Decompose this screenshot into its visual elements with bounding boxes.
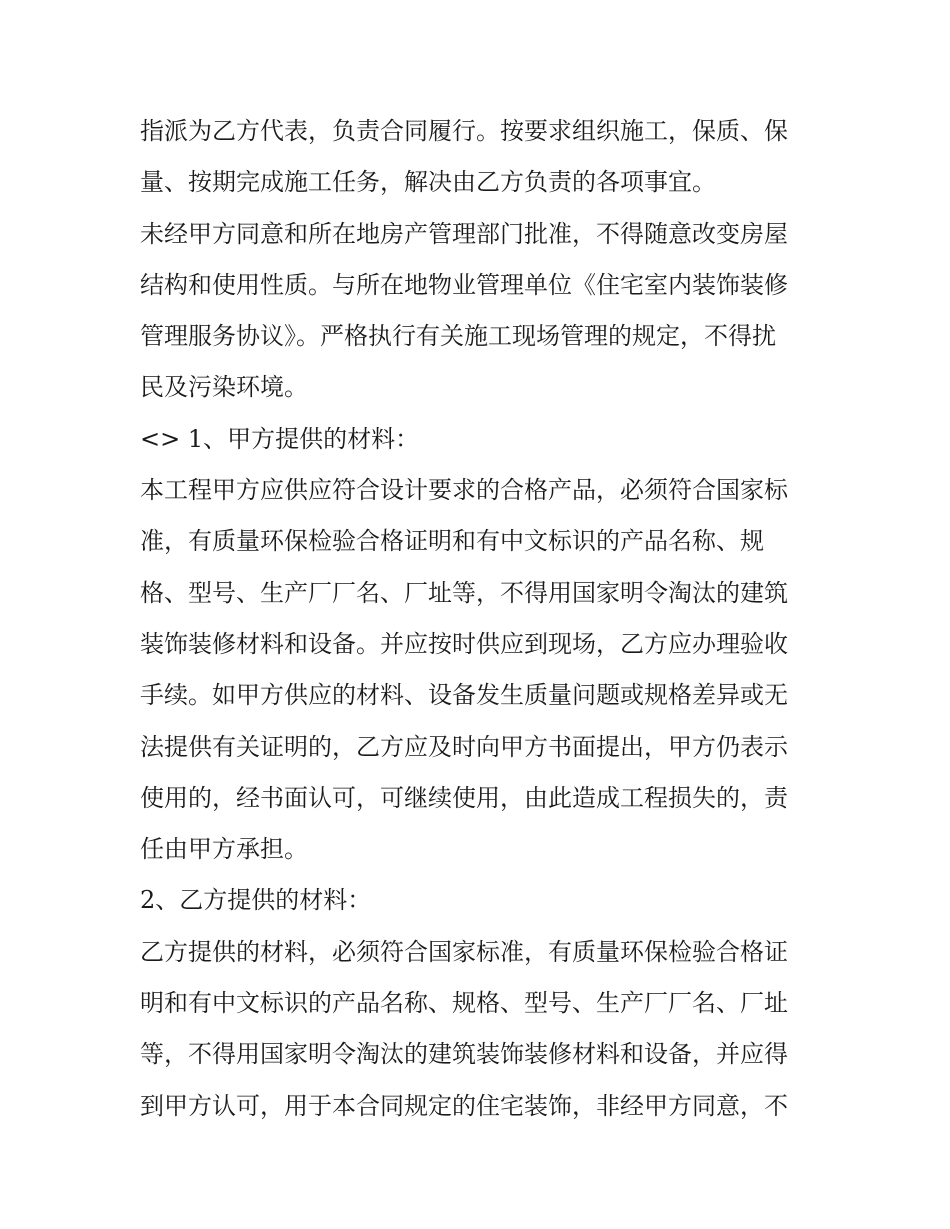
section-heading-2: 2、乙方提供的材料： — [140, 886, 372, 915]
document-body — [140, 106, 812, 1132]
text-line: 量、按期完成施工任务，解决由乙方负责的各项事宜。 — [140, 168, 716, 197]
text-line: 明和有中文标识的产品名称、规格、型号、生产厂厂名、厂址 — [140, 989, 788, 1018]
text-line: 管理服务协议》。严格执行有关施工现场管理的规定，不得扰 — [140, 322, 776, 351]
text-line: 民及污染环境。 — [140, 373, 308, 402]
section-heading-1: <> 1、甲方提供的材料： — [140, 424, 420, 453]
text-line: 任由甲方承担。 — [140, 835, 308, 864]
text-line: 本工程甲方应供应符合设计要求的合格产品，必须符合国家标 — [140, 476, 788, 505]
text-line: 结构和使用性质。与所在地物业管理单位《住宅室内装饰装修 — [140, 270, 788, 299]
text-line: 等，不得用国家明令淘汰的建筑装饰装修材料和设备，并应得 — [140, 1040, 788, 1069]
text-line: 格、型号、生产厂厂名、厂址等，不得用国家明令淘汰的建筑 — [140, 578, 788, 607]
text-line: 法提供有关证明的，乙方应及时向甲方书面提出，甲方仍表示 — [140, 732, 788, 761]
text-line: 指派为乙方代表，负责合同履行。按要求组织施工，保质、保 — [140, 117, 788, 145]
text-line: 手续。如甲方供应的材料、设备发生质量问题或规格差异或无 — [140, 681, 788, 710]
text-line: 准，有质量环保检验合格证明和有中文标识的产品名称、规 — [140, 527, 764, 556]
text-line: 装饰装修材料和设备。并应按时供应到现场，乙方应办理验收 — [140, 629, 788, 658]
text-line: 使用的，经书面认可，可继续使用，由此造成工程损失的，责 — [140, 783, 788, 812]
text-line: 到甲方认可，用于本合同规定的住宅装饰，非经甲方同意，不 — [140, 1091, 788, 1120]
text-line: 未经甲方同意和所在地房产管理部门批准，不得随意改变房屋 — [140, 219, 788, 248]
text-line: 乙方提供的材料，必须符合国家标准，有质量环保检验合格证 — [140, 937, 788, 966]
